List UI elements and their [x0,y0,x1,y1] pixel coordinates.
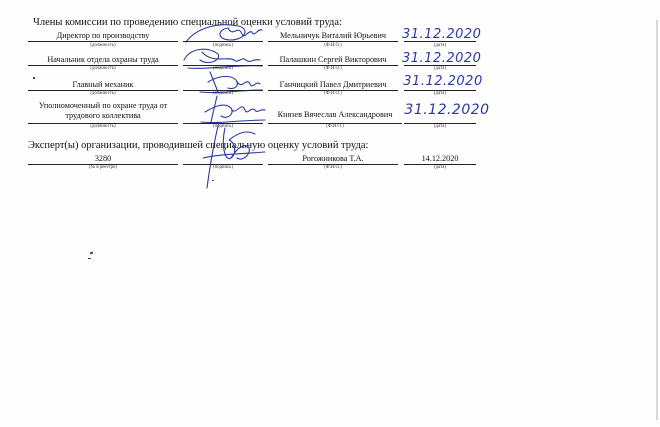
scan-speck [33,77,35,79]
date-caption: (дата) [434,165,446,170]
fio-caption: (Ф.И.О.) [324,43,342,48]
signature-image [185,118,275,192]
member-position: Уполномоченный по охране труда от трудового коллектива [38,101,168,120]
date-line [404,41,476,42]
signature-caption: (подпись) [213,165,233,170]
member-position: Главный механик [72,80,134,89]
member-name: Палашкин Сергей Викторович [279,55,387,64]
scan-edge [656,20,658,420]
registry-number: 3280 [94,154,112,163]
fio-caption: (Ф.И.О.) [324,91,342,96]
fio-caption: (Ф.И.О.) [324,66,342,71]
signature-line [183,41,263,42]
signature-caption: (подпись) [213,124,233,129]
signature-caption: (подпись) [213,66,233,71]
position-caption: (должность) [90,43,116,48]
member-date: 31.12.2020 [403,74,483,89]
expert-name: Рогожникова Т.А. [302,154,364,163]
member-date: 31.12.2020 [404,102,490,118]
signature-caption: (подпись) [213,43,233,48]
position-caption: (должность) [90,124,116,129]
fio-caption: (Ф.И.О.) [324,165,342,170]
date-caption: (дата) [434,66,446,71]
position-caption: (должность) [90,91,116,96]
member-name: Ганчицкий Павел Дмитриевич [279,80,387,89]
member-date: 31.12.2020 [402,51,482,66]
expert-date: 14.12.2020 [421,154,459,163]
registry-caption: (№ в реестре) [88,165,118,170]
expert-heading: Эксперт(ы) организации, проводившей специальную оценку условий труда: [28,140,369,151]
fio-caption: (Ф.И.О.) [326,124,344,129]
commission-heading: Члены комиссии по проведению специальной оценки условий труда: [33,17,342,28]
member-position: Начальник отдела охраны труда [47,55,159,64]
date-caption: (дата) [434,124,446,129]
scan-speck [90,252,94,255]
date-caption: (дата) [434,91,446,96]
position-line [28,41,178,42]
position-caption: (должность) [90,66,116,71]
member-name: Князев Вячеслав Александрович [277,110,393,119]
signature-caption: (подпись) [213,91,233,96]
member-position: Директор по производству [56,31,150,40]
scan-speck [212,180,214,181]
scan-speck [88,258,91,259]
name-line [268,41,398,42]
date-caption: (дата) [434,43,446,48]
member-date: 31.12.2020 [402,27,482,42]
member-name: Мельничук Виталий Юрьевич [280,31,386,40]
